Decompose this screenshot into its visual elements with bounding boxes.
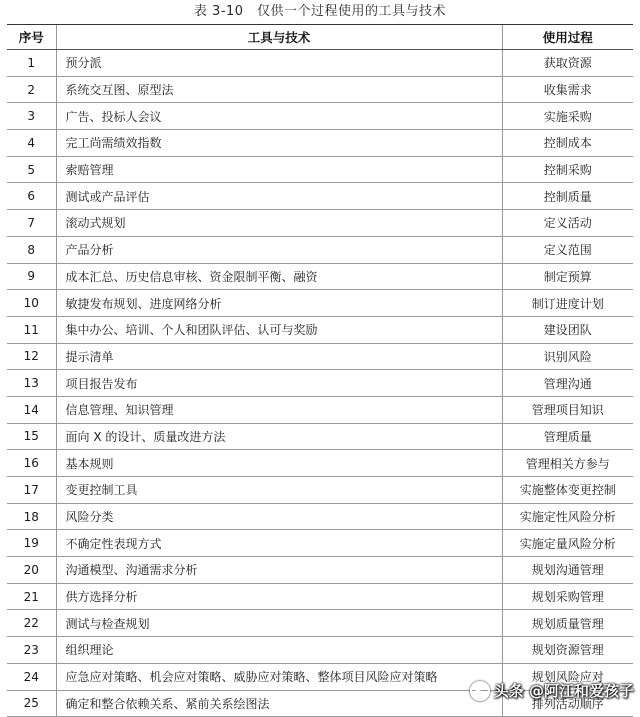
header-tool: 工具与技术 — [56, 25, 502, 50]
table-caption: 表 3-10 仅供一个过程使用的工具与技术 — [193, 4, 447, 19]
cell-tool: 预分派 — [56, 50, 502, 77]
cell-process: 收集需求 — [502, 76, 633, 103]
cell-tool: 测试与检查规划 — [56, 610, 502, 637]
table-row — [7, 130, 633, 157]
cell-tool: 信息管理、知识管理 — [56, 396, 502, 423]
cell-tool: 应急应对策略、机会应对策略、威胁应对策略、整体项目风险应对策略 — [56, 663, 502, 690]
cell-tool: 产品分析 — [56, 236, 502, 263]
header-num: 序号 — [7, 25, 56, 50]
table-row — [7, 210, 633, 237]
table-row — [7, 477, 633, 504]
cell-num: 11 — [7, 316, 56, 343]
cell-num: 24 — [7, 663, 56, 690]
table-row — [7, 103, 633, 130]
cell-tool: 沟通模型、沟通需求分析 — [56, 557, 502, 584]
cell-tool: 集中办公、培训、个人和团队评估、认可与奖励 — [56, 316, 502, 343]
cell-num: 10 — [7, 290, 56, 317]
cell-tool: 项目报告发布 — [56, 370, 502, 397]
table-row — [7, 503, 633, 530]
cell-process: 实施采购 — [502, 103, 633, 130]
table-row — [7, 316, 633, 343]
table-row — [7, 183, 633, 210]
table-row — [7, 557, 633, 584]
cell-num: 6 — [7, 183, 56, 210]
cell-tool: 变更控制工具 — [56, 477, 502, 504]
table-row — [7, 583, 633, 610]
cell-process: 获取资源 — [502, 50, 633, 77]
cell-num: 18 — [7, 503, 56, 530]
cell-process: 控制成本 — [502, 130, 633, 157]
cell-num: 12 — [7, 343, 56, 370]
cell-process: 管理项目知识 — [502, 396, 633, 423]
cell-process: 规划风险应对 — [502, 663, 633, 690]
table-row — [7, 423, 633, 450]
cell-tool: 风险分类 — [56, 503, 502, 530]
cell-num: 23 — [7, 637, 56, 664]
table-row — [7, 236, 633, 263]
cell-process: 定义范围 — [502, 236, 633, 263]
table-row — [7, 343, 633, 370]
cell-num: 3 — [7, 103, 56, 130]
cell-process: 控制质量 — [502, 183, 633, 210]
cell-num: 13 — [7, 370, 56, 397]
cell-process: 排列活动顺序 — [502, 690, 633, 717]
watermark-text: 头条 @阿江和爱孩子 — [493, 682, 634, 700]
cell-tool: 面向 X 的设计、质量改进方法 — [56, 423, 502, 450]
table-row — [7, 637, 633, 664]
cell-process: 识别风险 — [502, 343, 633, 370]
cell-process: 规划沟通管理 — [502, 557, 633, 584]
cell-num: 21 — [7, 583, 56, 610]
cell-num: 5 — [7, 156, 56, 183]
cell-process: 管理沟通 — [502, 370, 633, 397]
cell-tool: 成本汇总、历史信息审核、资金限制平衡、融资 — [56, 263, 502, 290]
cell-process: 规划资源管理 — [502, 637, 633, 664]
cell-tool: 索赔管理 — [56, 156, 502, 183]
cell-tool: 提示清单 — [56, 343, 502, 370]
cell-num: 22 — [7, 610, 56, 637]
cell-num: 15 — [7, 423, 56, 450]
watermark — [470, 680, 634, 701]
cell-tool: 广告、投标人会议 — [56, 103, 502, 130]
cell-num: 7 — [7, 210, 56, 237]
table-row — [7, 610, 633, 637]
cell-num: 9 — [7, 263, 56, 290]
cell-process: 实施定性风险分析 — [502, 503, 633, 530]
cell-tool: 组织理论 — [56, 637, 502, 664]
table-row — [7, 50, 633, 77]
cell-tool: 敏捷发布规划、进度网络分析 — [56, 290, 502, 317]
table-row — [7, 290, 633, 317]
cell-process: 控制采购 — [502, 156, 633, 183]
table-row — [7, 396, 633, 423]
tools-techniques-table — [7, 24, 633, 717]
header-process: 使用过程 — [502, 25, 633, 50]
cell-tool: 供方选择分析 — [56, 583, 502, 610]
cell-process: 制订进度计划 — [502, 290, 633, 317]
cell-num: 1 — [7, 50, 56, 77]
cell-process: 实施定量风险分析 — [502, 530, 633, 557]
table-row — [7, 263, 633, 290]
table-row — [7, 450, 633, 477]
cell-num: 25 — [7, 690, 56, 717]
cell-process: 实施整体变更控制 — [502, 477, 633, 504]
cell-tool: 不确定性表现方式 — [56, 530, 502, 557]
cell-num: 16 — [7, 450, 56, 477]
cell-num: 4 — [7, 130, 56, 157]
cell-process: 定义活动 — [502, 210, 633, 237]
cell-process: 建设团队 — [502, 316, 633, 343]
cell-tool: 基本规则 — [56, 450, 502, 477]
cell-process: 规划质量管理 — [502, 610, 633, 637]
cell-num: 14 — [7, 396, 56, 423]
cell-tool: 系统交互图、原型法 — [56, 76, 502, 103]
cell-process: 制定预算 — [502, 263, 633, 290]
cell-tool: 确定和整合依赖关系、紧前关系绘图法 — [56, 690, 502, 717]
table-row — [7, 370, 633, 397]
cell-num: 19 — [7, 530, 56, 557]
cell-tool: 完工尚需绩效指数 — [56, 130, 502, 157]
table-header-row — [7, 25, 633, 50]
table-row — [7, 76, 633, 103]
table-row — [7, 156, 633, 183]
cell-process: 管理相关方参与 — [502, 450, 633, 477]
cell-num: 2 — [7, 76, 56, 103]
cell-num: 17 — [7, 477, 56, 504]
cell-tool: 滚动式规划 — [56, 210, 502, 237]
watermark-logo-icon — [470, 681, 490, 701]
cell-process: 规划采购管理 — [502, 583, 633, 610]
cell-process: 管理质量 — [502, 423, 633, 450]
table-row — [7, 530, 633, 557]
cell-num: 20 — [7, 557, 56, 584]
cell-num: 8 — [7, 236, 56, 263]
cell-tool: 测试或产品评估 — [56, 183, 502, 210]
